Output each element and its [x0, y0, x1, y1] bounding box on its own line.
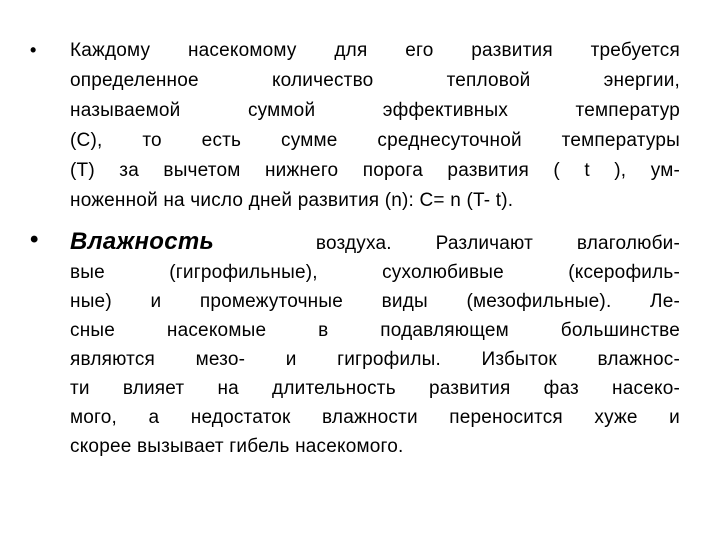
text-line: сные насекомые в подавляющем большинстве — [70, 320, 680, 341]
text-line: вые (гигрофильные), сухолюбивые (ксерофиль- — [70, 262, 680, 283]
text-line: Каждому насекомому для его развития требуется — [70, 40, 680, 61]
text-line: определенное количество тепловой энергии, — [70, 70, 680, 91]
text-line: ти влияет на длительность развития фаз насеко- — [70, 378, 680, 399]
text-line: ноженной на число дней развития (n): С= n (T- t). — [70, 190, 514, 211]
text-line: (Т) за вычетом нижнего порога развития ( t ), ум- — [70, 160, 680, 181]
text-line: мого, а недостаток влажности переносится хуже и — [70, 407, 680, 428]
text-line-with-heading — [70, 224, 680, 260]
text-line: ные) и промежуточные виды (мезофильные). Ле- — [70, 291, 680, 312]
bullet-marker: • — [30, 40, 37, 60]
text-line: называемой суммой эффективных температур — [70, 100, 680, 121]
bullet-marker: • — [30, 226, 39, 253]
text-line: скорее вызывает гибель насекомого. — [70, 436, 404, 457]
heading-line-text: воздуха. Различают влаголюби- — [315, 233, 680, 254]
text-line: являются мезо- и гигрофилы. Избыток влажнос- — [70, 349, 680, 370]
section-heading: Влажность — [70, 228, 215, 255]
text-line: (С), то есть сумме среднесуточной температуры — [70, 130, 680, 151]
